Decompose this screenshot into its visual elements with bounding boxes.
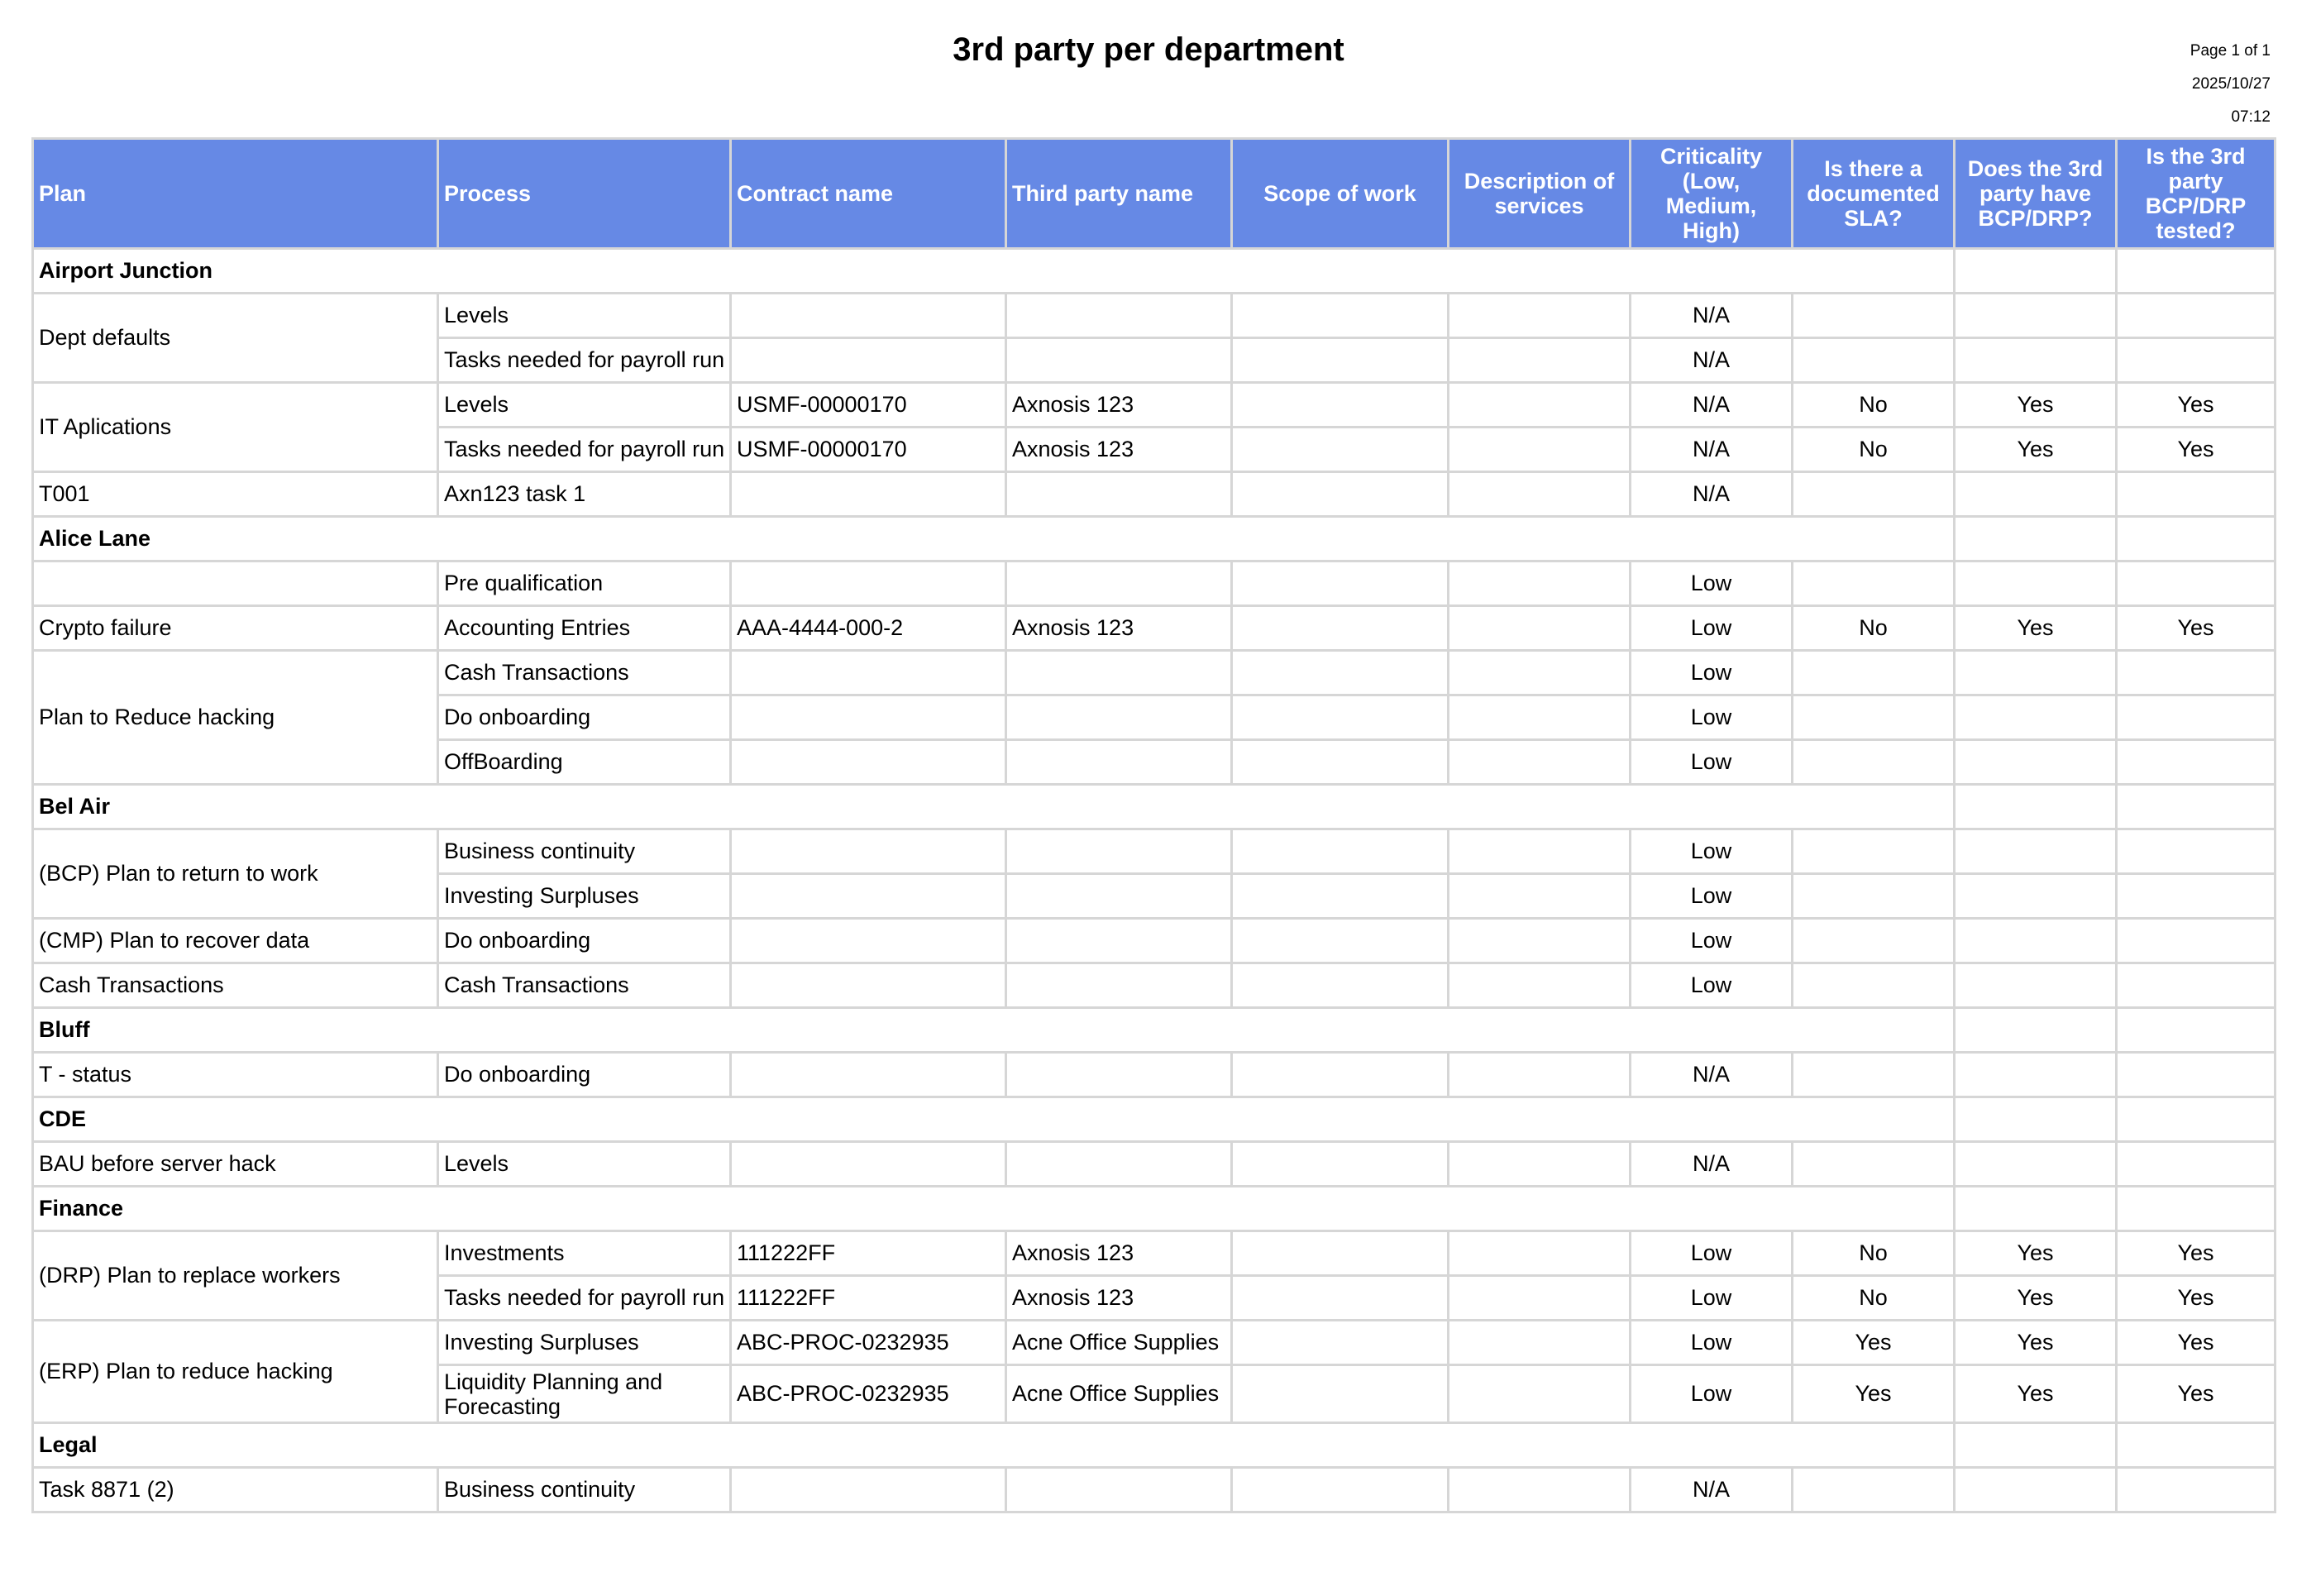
plan-cell: T - status <box>33 1053 438 1097</box>
scope-of-work-cell <box>1232 963 1449 1008</box>
description-cell <box>1449 1276 1631 1321</box>
contract-name-cell <box>731 472 1006 517</box>
contract-name-cell <box>731 963 1006 1008</box>
bcp-drp-tested-cell <box>2117 561 2276 606</box>
sla-cell <box>1793 338 1955 383</box>
col-header-bcp-drp-tested[interactable]: Is the 3rd party BCP/DRP tested? <box>2117 139 2276 249</box>
bcp-drp-tested-cell <box>2117 651 2276 695</box>
sla-cell <box>1793 561 1955 606</box>
plan-cell: BAU before server hack <box>33 1142 438 1187</box>
plan-cell: Plan to Reduce hacking <box>33 651 438 785</box>
third-party-name-cell: Axnosis 123 <box>1006 428 1232 472</box>
criticality-cell: Low <box>1631 963 1793 1008</box>
col-header-description-of-services[interactable]: Description of services <box>1449 139 1631 249</box>
scope-of-work-cell <box>1232 338 1449 383</box>
plan-cell: (BCP) Plan to return to work <box>33 829 438 919</box>
criticality-cell: Low <box>1631 1365 1793 1423</box>
scope-of-work-cell <box>1232 651 1449 695</box>
group-name: CDE <box>33 1097 1955 1142</box>
sla-cell <box>1793 963 1955 1008</box>
bcp-drp-cell <box>1955 740 2117 785</box>
table-row <box>33 1321 2276 1365</box>
bcp-drp-cell: Yes <box>1955 383 2117 428</box>
process-cell: Do onboarding <box>438 1053 731 1097</box>
table-row <box>33 472 2276 517</box>
third-party-name-cell: Axnosis 123 <box>1006 606 1232 651</box>
bcp-drp-tested-cell <box>2117 1053 2276 1097</box>
group-row <box>33 1008 2276 1053</box>
process-cell: Tasks needed for payroll run <box>438 338 731 383</box>
criticality-cell: Low <box>1631 829 1793 874</box>
plan-cell: IT Aplications <box>33 383 438 472</box>
contract-name-cell <box>731 919 1006 963</box>
group-row <box>33 1097 2276 1142</box>
group-empty-cell <box>2117 517 2276 561</box>
scope-of-work-cell <box>1232 428 1449 472</box>
bcp-drp-cell <box>1955 963 2117 1008</box>
table-row <box>33 1231 2276 1276</box>
bcp-drp-cell <box>1955 695 2117 740</box>
sla-cell <box>1793 919 1955 963</box>
third-party-name-cell <box>1006 1468 1232 1512</box>
bcp-drp-tested-cell: Yes <box>2117 1365 2276 1423</box>
description-cell <box>1449 695 1631 740</box>
col-header-contract-name[interactable]: Contract name <box>731 139 1006 249</box>
table-row <box>33 561 2276 606</box>
third-party-name-cell <box>1006 1142 1232 1187</box>
description-cell <box>1449 606 1631 651</box>
sla-cell: No <box>1793 428 1955 472</box>
sla-cell: No <box>1793 383 1955 428</box>
bcp-drp-cell: Yes <box>1955 1276 2117 1321</box>
criticality-cell: Low <box>1631 695 1793 740</box>
group-empty-cell <box>1955 517 2117 561</box>
description-cell <box>1449 561 1631 606</box>
contract-name-cell <box>731 740 1006 785</box>
criticality-cell: Low <box>1631 740 1793 785</box>
third-party-name-cell: Acne Office Supplies <box>1006 1365 1232 1423</box>
scope-of-work-cell <box>1232 1276 1449 1321</box>
group-empty-cell <box>2117 1187 2276 1231</box>
process-cell: Do onboarding <box>438 919 731 963</box>
scope-of-work-cell <box>1232 1365 1449 1423</box>
bcp-drp-tested-cell <box>2117 1142 2276 1187</box>
scope-of-work-cell <box>1232 919 1449 963</box>
group-empty-cell <box>2117 785 2276 829</box>
table-row <box>33 1468 2276 1512</box>
group-row <box>33 1187 2276 1231</box>
criticality-cell: Low <box>1631 919 1793 963</box>
bcp-drp-cell: Yes <box>1955 1365 2117 1423</box>
table-row <box>33 829 2276 874</box>
criticality-cell: N/A <box>1631 338 1793 383</box>
bcp-drp-cell <box>1955 1053 2117 1097</box>
process-cell: Pre qualification <box>438 561 731 606</box>
process-cell: Business continuity <box>438 829 731 874</box>
report-title: 3rd party per department <box>953 31 1344 68</box>
bcp-drp-tested-cell: Yes <box>2117 428 2276 472</box>
bcp-drp-tested-cell <box>2117 472 2276 517</box>
bcp-drp-tested-cell <box>2117 963 2276 1008</box>
process-cell: Do onboarding <box>438 695 731 740</box>
group-empty-cell <box>1955 249 2117 294</box>
bcp-drp-tested-cell <box>2117 740 2276 785</box>
contract-name-cell <box>731 338 1006 383</box>
scope-of-work-cell <box>1232 1321 1449 1365</box>
process-cell: Investments <box>438 1231 731 1276</box>
table-row <box>33 383 2276 428</box>
sla-cell: No <box>1793 606 1955 651</box>
scope-of-work-cell <box>1232 874 1449 919</box>
scope-of-work-cell <box>1232 1053 1449 1097</box>
plan-cell: (ERP) Plan to reduce hacking <box>33 1321 438 1423</box>
bcp-drp-cell: Yes <box>1955 606 2117 651</box>
bcp-drp-cell <box>1955 1468 2117 1512</box>
bcp-drp-tested-cell <box>2117 874 2276 919</box>
contract-name-cell: USMF-00000170 <box>731 428 1006 472</box>
description-cell <box>1449 383 1631 428</box>
sla-cell: No <box>1793 1231 1955 1276</box>
sla-cell <box>1793 874 1955 919</box>
criticality-cell: N/A <box>1631 472 1793 517</box>
process-cell: Accounting Entries <box>438 606 731 651</box>
process-cell: Levels <box>438 1142 731 1187</box>
criticality-cell: N/A <box>1631 1142 1793 1187</box>
group-empty-cell <box>2117 1423 2276 1468</box>
contract-name-cell <box>731 294 1006 338</box>
process-cell: Cash Transactions <box>438 651 731 695</box>
criticality-cell: Low <box>1631 651 1793 695</box>
table-row <box>33 963 2276 1008</box>
plan-cell: Crypto failure <box>33 606 438 651</box>
description-cell <box>1449 428 1631 472</box>
third-party-name-cell <box>1006 472 1232 517</box>
third-party-name-cell: Axnosis 123 <box>1006 1231 1232 1276</box>
report-date: 2025/10/27 <box>2191 75 2271 93</box>
third-party-table <box>31 137 2276 1513</box>
contract-name-cell <box>731 829 1006 874</box>
sla-cell <box>1793 829 1955 874</box>
table-header-row <box>33 139 2276 249</box>
sla-cell <box>1793 472 1955 517</box>
third-party-name-cell <box>1006 294 1232 338</box>
third-party-name-cell: Acne Office Supplies <box>1006 1321 1232 1365</box>
table-row <box>33 1142 2276 1187</box>
contract-name-cell <box>731 1142 1006 1187</box>
bcp-drp-tested-cell <box>2117 1468 2276 1512</box>
criticality-cell: Low <box>1631 1231 1793 1276</box>
third-party-name-cell <box>1006 963 1232 1008</box>
scope-of-work-cell <box>1232 1231 1449 1276</box>
sla-cell: Yes <box>1793 1365 1955 1423</box>
scope-of-work-cell <box>1232 740 1449 785</box>
col-header-plan[interactable]: Plan <box>33 139 438 249</box>
process-cell: Liquidity Planning and Forecasting <box>438 1365 731 1423</box>
third-party-name-cell <box>1006 740 1232 785</box>
contract-name-cell <box>731 874 1006 919</box>
bcp-drp-cell <box>1955 1142 2117 1187</box>
table-row <box>33 919 2276 963</box>
col-header-criticality[interactable]: Criticality (Low, Medium, High) <box>1631 139 1793 249</box>
contract-name-cell: 111222FF <box>731 1231 1006 1276</box>
scope-of-work-cell <box>1232 829 1449 874</box>
bcp-drp-cell <box>1955 919 2117 963</box>
description-cell <box>1449 919 1631 963</box>
sla-cell <box>1793 294 1955 338</box>
group-empty-cell <box>2117 1008 2276 1053</box>
description-cell <box>1449 651 1631 695</box>
description-cell <box>1449 338 1631 383</box>
table-body <box>33 249 2276 1512</box>
group-empty-cell <box>1955 1008 2117 1053</box>
criticality-cell: Low <box>1631 606 1793 651</box>
criticality-cell: Low <box>1631 1321 1793 1365</box>
bcp-drp-cell <box>1955 874 2117 919</box>
group-name: Bel Air <box>33 785 1955 829</box>
description-cell <box>1449 294 1631 338</box>
scope-of-work-cell <box>1232 1468 1449 1512</box>
bcp-drp-cell <box>1955 294 2117 338</box>
sla-cell <box>1793 1142 1955 1187</box>
plan-cell: Cash Transactions <box>33 963 438 1008</box>
contract-name-cell <box>731 1468 1006 1512</box>
group-row <box>33 1423 2276 1468</box>
group-empty-cell <box>1955 1097 2117 1142</box>
report-time: 07:12 <box>2231 108 2271 126</box>
table-row <box>33 651 2276 695</box>
plan-cell: (DRP) Plan to replace workers <box>33 1231 438 1321</box>
third-party-name-cell <box>1006 919 1232 963</box>
description-cell <box>1449 1468 1631 1512</box>
group-empty-cell <box>2117 1097 2276 1142</box>
sla-cell: No <box>1793 1276 1955 1321</box>
third-party-name-cell <box>1006 561 1232 606</box>
plan-cell: (CMP) Plan to recover data <box>33 919 438 963</box>
third-party-name-cell <box>1006 829 1232 874</box>
col-header-bcp-drp[interactable]: Does the 3rd party have BCP/DRP? <box>1955 139 2117 249</box>
scope-of-work-cell <box>1232 472 1449 517</box>
bcp-drp-cell: Yes <box>1955 1231 2117 1276</box>
sla-cell <box>1793 1468 1955 1512</box>
bcp-drp-cell <box>1955 561 2117 606</box>
bcp-drp-tested-cell <box>2117 919 2276 963</box>
criticality-cell: N/A <box>1631 428 1793 472</box>
col-header-sla[interactable]: Is there a documented SLA? <box>1793 139 1955 249</box>
group-name: Bluff <box>33 1008 1955 1053</box>
description-cell <box>1449 874 1631 919</box>
sla-cell <box>1793 651 1955 695</box>
page-meta <box>2190 35 2271 134</box>
bcp-drp-tested-cell: Yes <box>2117 1276 2276 1321</box>
bcp-drp-cell <box>1955 829 2117 874</box>
contract-name-cell: ABC-PROC-0232935 <box>731 1321 1006 1365</box>
process-cell: Investing Surpluses <box>438 1321 731 1365</box>
description-cell <box>1449 472 1631 517</box>
plan-cell: Task 8871 (2) <box>33 1468 438 1512</box>
third-party-name-cell <box>1006 874 1232 919</box>
description-cell <box>1449 1231 1631 1276</box>
third-party-name-cell <box>1006 338 1232 383</box>
group-empty-cell <box>2117 249 2276 294</box>
bcp-drp-tested-cell: Yes <box>2117 383 2276 428</box>
description-cell <box>1449 1365 1631 1423</box>
sla-cell <box>1793 695 1955 740</box>
sla-cell <box>1793 1053 1955 1097</box>
bcp-drp-cell <box>1955 338 2117 383</box>
bcp-drp-tested-cell <box>2117 338 2276 383</box>
third-party-name-cell: Axnosis 123 <box>1006 383 1232 428</box>
bcp-drp-cell: Yes <box>1955 428 2117 472</box>
bcp-drp-cell <box>1955 651 2117 695</box>
page-number: Page 1 of 1 <box>2190 42 2271 60</box>
sla-cell <box>1793 740 1955 785</box>
criticality-cell: N/A <box>1631 383 1793 428</box>
group-name: Airport Junction <box>33 249 1955 294</box>
criticality-cell: Low <box>1631 1276 1793 1321</box>
bcp-drp-tested-cell <box>2117 695 2276 740</box>
bcp-drp-tested-cell: Yes <box>2117 606 2276 651</box>
bcp-drp-tested-cell <box>2117 829 2276 874</box>
criticality-cell: Low <box>1631 874 1793 919</box>
bcp-drp-tested-cell <box>2117 294 2276 338</box>
scope-of-work-cell <box>1232 294 1449 338</box>
third-party-name-cell: Axnosis 123 <box>1006 1276 1232 1321</box>
group-empty-cell <box>1955 1187 2117 1231</box>
plan-cell: Dept defaults <box>33 294 438 383</box>
criticality-cell: N/A <box>1631 294 1793 338</box>
criticality-cell: N/A <box>1631 1053 1793 1097</box>
scope-of-work-cell <box>1232 1142 1449 1187</box>
table-row <box>33 606 2276 651</box>
plan-cell <box>33 561 438 606</box>
third-party-name-cell <box>1006 695 1232 740</box>
process-cell: Levels <box>438 383 731 428</box>
group-row <box>33 249 2276 294</box>
group-empty-cell <box>1955 785 2117 829</box>
group-name: Alice Lane <box>33 517 1955 561</box>
process-cell: Tasks needed for payroll run <box>438 428 731 472</box>
contract-name-cell: USMF-00000170 <box>731 383 1006 428</box>
contract-name-cell <box>731 695 1006 740</box>
criticality-cell: Low <box>1631 561 1793 606</box>
group-row <box>33 517 2276 561</box>
process-cell: Business continuity <box>438 1468 731 1512</box>
process-cell: OffBoarding <box>438 740 731 785</box>
scope-of-work-cell <box>1232 695 1449 740</box>
third-party-name-cell <box>1006 1053 1232 1097</box>
table-row <box>33 294 2276 338</box>
group-name: Finance <box>33 1187 1955 1231</box>
criticality-cell: N/A <box>1631 1468 1793 1512</box>
process-cell: Cash Transactions <box>438 963 731 1008</box>
description-cell <box>1449 963 1631 1008</box>
scope-of-work-cell <box>1232 606 1449 651</box>
group-row <box>33 785 2276 829</box>
group-name: Legal <box>33 1423 1955 1468</box>
plan-cell: T001 <box>33 472 438 517</box>
contract-name-cell: AAA-4444-000-2 <box>731 606 1006 651</box>
sla-cell: Yes <box>1793 1321 1955 1365</box>
bcp-drp-cell: Yes <box>1955 1321 2117 1365</box>
description-cell <box>1449 829 1631 874</box>
col-header-process[interactable]: Process <box>438 139 731 249</box>
description-cell <box>1449 740 1631 785</box>
table-row <box>33 1053 2276 1097</box>
process-cell: Axn123 task 1 <box>438 472 731 517</box>
contract-name-cell <box>731 1053 1006 1097</box>
scope-of-work-cell <box>1232 561 1449 606</box>
col-header-scope-of-work[interactable]: Scope of work <box>1232 139 1449 249</box>
bcp-drp-tested-cell: Yes <box>2117 1321 2276 1365</box>
process-cell: Levels <box>438 294 731 338</box>
description-cell <box>1449 1142 1631 1187</box>
bcp-drp-cell <box>1955 472 2117 517</box>
contract-name-cell <box>731 651 1006 695</box>
contract-name-cell <box>731 561 1006 606</box>
contract-name-cell: 111222FF <box>731 1276 1006 1321</box>
group-empty-cell <box>1955 1423 2117 1468</box>
process-cell: Investing Surpluses <box>438 874 731 919</box>
description-cell <box>1449 1321 1631 1365</box>
col-header-third-party-name[interactable]: Third party name <box>1006 139 1232 249</box>
third-party-name-cell <box>1006 651 1232 695</box>
description-cell <box>1449 1053 1631 1097</box>
scope-of-work-cell <box>1232 383 1449 428</box>
contract-name-cell: ABC-PROC-0232935 <box>731 1365 1006 1423</box>
bcp-drp-tested-cell: Yes <box>2117 1231 2276 1276</box>
process-cell: Tasks needed for payroll run <box>438 1276 731 1321</box>
